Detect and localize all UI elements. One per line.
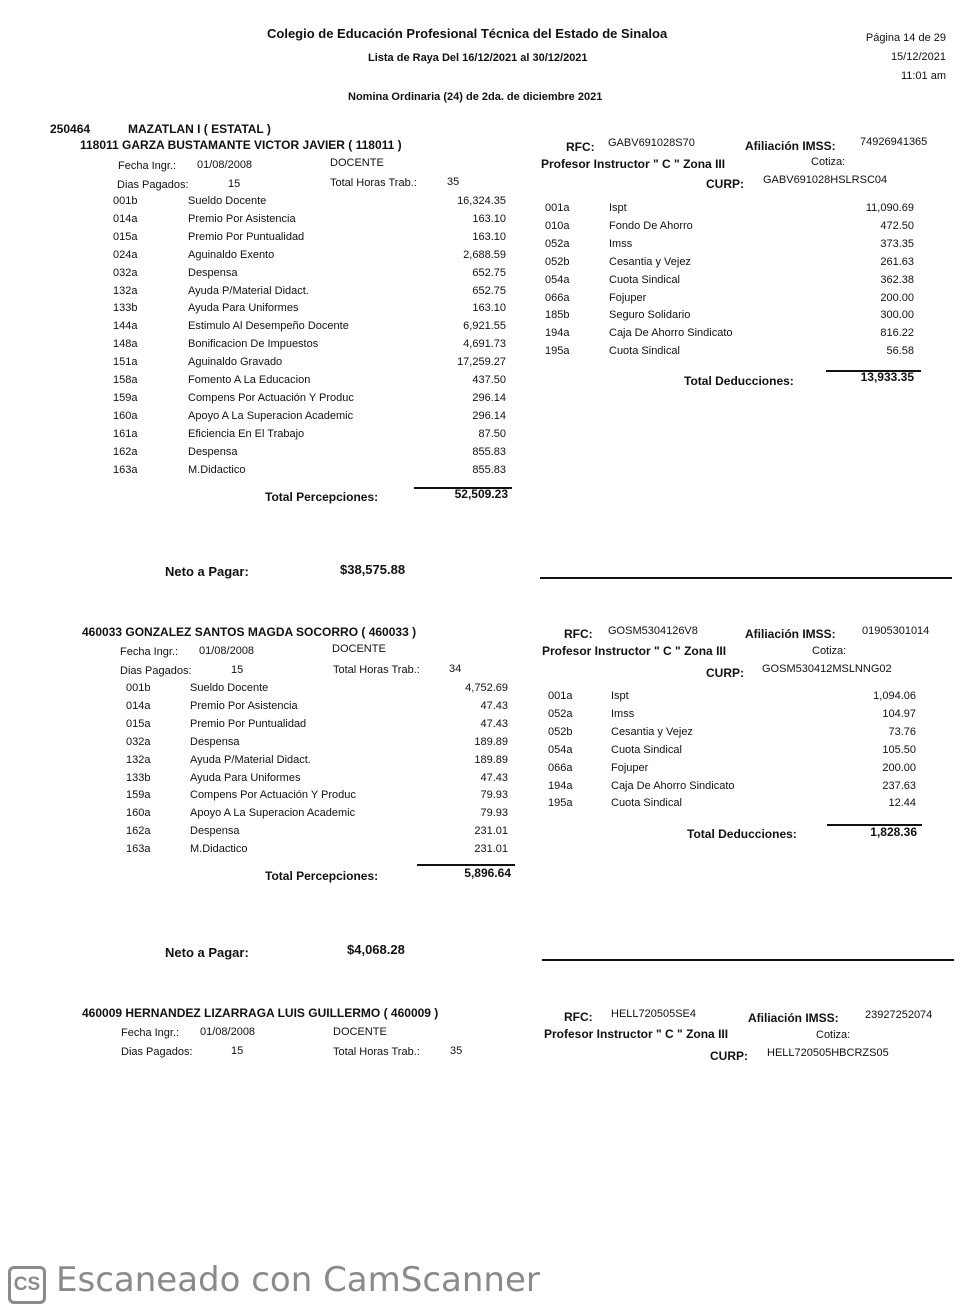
percepcion-description: M.Didactico	[188, 463, 246, 476]
neto-label: Neto a Pagar:	[165, 564, 249, 579]
percepcion-description: Despensa	[188, 266, 238, 279]
deduccion-amount: 11,090.69	[865, 202, 914, 214]
percepcion-amount: 47.43	[480, 699, 508, 712]
deduccion-row	[0, 274, 980, 288]
rfc-value: HELL720505SE4	[611, 1008, 697, 1020]
percepcion-amount: 652.75	[472, 284, 506, 297]
percepcion-code: 159a	[126, 789, 151, 802]
percepcion-description: Ayuda Para Uniformes	[190, 771, 301, 784]
employee-type: DOCENTE	[330, 157, 384, 169]
percepcion-description: Ayuda P/Material Didact.	[190, 753, 311, 766]
percepcion-row	[0, 843, 980, 857]
employee-title: 460009 HERNANDEZ LIZARRAGA LUIS GUILLERMO ( 460009 )	[82, 1006, 439, 1020]
deduccion-description: Ispt	[611, 690, 629, 702]
percepcion-description: Despensa	[190, 735, 240, 748]
deduccion-row	[0, 345, 980, 359]
report-time: 11:01 am	[900, 70, 946, 82]
deduccion-description: Caja De Ahorro Sindicato	[611, 779, 735, 792]
imss-value: 01905301014	[862, 625, 930, 637]
total-percepciones-value: 5,896.64	[464, 866, 511, 880]
percepcion-code: 160a	[113, 409, 138, 422]
percepcion-amount: 47.43	[480, 771, 508, 784]
deduccion-amount: 261.63	[880, 255, 914, 268]
deduccion-amount: 362.38	[880, 273, 914, 286]
percepcion-amount: 17,259.27	[457, 356, 506, 369]
puesto-label: Profesor Instructor " C " Zona III	[541, 157, 726, 171]
deduccion-amount: 56.58	[886, 345, 914, 358]
page-number: Página 14 de 29	[865, 32, 946, 44]
percepcion-amount: 16,324.35	[457, 195, 506, 207]
neto-value: $38,575.88	[340, 562, 406, 577]
percepcion-description: Aguinaldo Gravado	[188, 356, 283, 369]
total-horas-label: Total Horas Trab.:	[330, 177, 417, 189]
deduccion-description: Fojuper	[611, 761, 649, 774]
percepcion-code: 015a	[126, 717, 151, 730]
deduccion-row	[0, 220, 980, 234]
percepcion-description: Bonificacion De Impuestos	[188, 338, 319, 351]
total-horas-label: Total Horas Trab.:	[333, 664, 420, 676]
percepcion-description: Despensa	[188, 445, 238, 458]
employee-type: DOCENTE	[332, 643, 386, 655]
percepcion-amount: 87.50	[478, 427, 506, 440]
dias-pagados-value: 15	[231, 664, 244, 676]
total-deducciones-value: 1,828.36	[870, 825, 917, 839]
percepcion-amount: 163.10	[472, 230, 506, 243]
deduccion-description: Fondo De Ahorro	[609, 219, 693, 232]
divider	[542, 959, 954, 961]
percepcion-row	[0, 825, 980, 839]
percepcion-code: 032a	[126, 735, 151, 748]
total-deducciones-label: Total Deducciones:	[684, 374, 794, 388]
percepcion-code: 001b	[126, 682, 151, 694]
deduccion-description: Ispt	[609, 202, 627, 214]
percepcion-row	[0, 374, 980, 388]
percepcion-code: 001b	[113, 195, 138, 207]
deduccion-code: 010a	[545, 219, 570, 232]
percepcion-amount: 437.50	[472, 374, 506, 386]
percepcion-amount: 855.83	[472, 463, 506, 476]
fecha-ingr-label: Fecha Ingr.:	[120, 646, 179, 658]
percepcion-description: M.Didactico	[190, 843, 248, 856]
percepcion-code: 163a	[126, 843, 151, 856]
percepcion-code: 159a	[113, 391, 138, 404]
total-horas-value: 35	[450, 1045, 463, 1057]
percepcion-description: Ayuda Para Uniformes	[188, 302, 299, 315]
deduccion-description: Cuota Sindical	[611, 743, 682, 756]
percepcion-code: 158a	[113, 374, 138, 386]
curp-value: GOSM530412MSLNNG02	[762, 663, 892, 675]
rfc-label: RFC:	[564, 627, 593, 641]
deduccion-amount: 104.97	[882, 707, 916, 720]
percepcion-description: Premio Por Puntualidad	[188, 230, 305, 243]
percepcion-code: 151a	[113, 356, 138, 369]
deduccion-amount: 472.50	[880, 219, 914, 232]
total-percepciones-value: 52,509.23	[454, 487, 508, 501]
deduccion-amount: 237.63	[882, 779, 916, 792]
deduccion-code: 001a	[545, 202, 570, 214]
percepcion-amount: 296.14	[472, 391, 506, 404]
nomina-label: Nomina Ordinaria (24) de 2da. de diciembre 2021	[348, 91, 603, 103]
percepcion-amount: 296.14	[472, 409, 506, 422]
deduccion-description: Imss	[609, 237, 633, 250]
deduccion-row	[0, 762, 980, 776]
percepcion-row	[0, 392, 980, 406]
deduccion-amount: 816.22	[880, 327, 914, 340]
curp-label: CURP:	[710, 1049, 748, 1063]
total-percepciones-label: Total Percepciones:	[265, 869, 379, 883]
employee-title: 460033 GONZALEZ SANTOS MAGDA SOCORRO ( 460033 )	[82, 625, 417, 639]
deduccion-description: Caja De Ahorro Sindicato	[609, 327, 733, 340]
curp-label: CURP:	[706, 666, 744, 680]
deduccion-code: 052a	[548, 707, 573, 720]
curp-value: HELL720505HBCRZS05	[767, 1047, 889, 1059]
report-date: 15/12/2021	[890, 51, 946, 63]
deduccion-amount: 12.44	[888, 797, 916, 810]
deduccion-code: 066a	[548, 761, 573, 774]
deduccion-code: 195a	[545, 345, 570, 358]
deduccion-description: Cuota Sindical	[611, 797, 682, 810]
total-horas-value: 34	[449, 663, 462, 675]
cotiza-label: Cotiza:	[816, 1029, 851, 1041]
percepcion-description: Compens Por Actuación Y Produc	[190, 789, 356, 802]
percepcion-row	[0, 446, 980, 460]
deduccion-row	[0, 202, 980, 216]
curp-value: GABV691028HSLRSC04	[763, 174, 888, 186]
percepcion-code: 133b	[126, 771, 151, 784]
percepcion-description: Premio Por Asistencia	[190, 699, 298, 712]
percepcion-amount: 6,921.55	[463, 320, 506, 333]
percepcion-code: 160a	[126, 807, 151, 820]
deduccion-description: Cesantia y Vejez	[609, 255, 691, 268]
dias-pagados-label: Dias Pagados:	[120, 665, 192, 677]
percepcion-code: 132a	[113, 284, 138, 297]
deduccion-code: 185b	[545, 309, 570, 322]
percepcion-code: 162a	[126, 825, 151, 838]
deduccion-row	[0, 726, 980, 740]
imss-value: 23927252074	[865, 1009, 933, 1021]
percepcion-description: Premio Por Puntualidad	[190, 717, 307, 730]
deduccion-row	[0, 238, 980, 252]
percepcion-description: Sueldo Docente	[190, 682, 269, 694]
deduccion-amount: 73.76	[888, 725, 916, 738]
percepcion-description: Ayuda P/Material Didact.	[188, 284, 309, 297]
percepcion-row	[0, 410, 980, 424]
afiliacion-label: Afiliación IMSS:	[748, 1011, 839, 1025]
camscanner-watermark: Escaneado con CamScanner	[56, 1260, 540, 1300]
employee-title: 118011 GARZA BUSTAMANTE VICTOR JAVIER ( 118011 )	[80, 138, 402, 152]
percepcion-amount: 652.75	[472, 266, 506, 279]
percepcion-amount: 163.10	[472, 302, 506, 315]
deduccion-code: 195a	[548, 797, 573, 810]
neto-value: $4,068.28	[347, 942, 405, 957]
fecha-ingr-value: 01/08/2008	[199, 645, 255, 657]
deduccion-row	[0, 797, 980, 811]
institution-title: Colegio de Educación Profesional Técnica del Estado de Sinaloa	[267, 26, 668, 41]
camscanner-logo: CS	[8, 1266, 46, 1304]
deduccion-description: Fojuper	[609, 291, 647, 304]
percepcion-description: Eficiencia En El Trabajo	[188, 427, 305, 440]
percepcion-amount: 855.83	[472, 445, 506, 458]
total-percepciones-label: Total Percepciones:	[265, 490, 379, 504]
deduccion-code: 052b	[545, 255, 570, 268]
afiliacion-label: Afiliación IMSS:	[745, 627, 836, 641]
deduccion-amount: 373.35	[880, 237, 914, 250]
total-deducciones-value: 13,933.35	[860, 370, 914, 384]
deduccion-amount: 105.50	[882, 743, 916, 756]
percepcion-code: 015a	[113, 230, 138, 243]
deduccion-row	[0, 780, 980, 794]
deduccion-code: 052b	[548, 725, 573, 738]
percepcion-amount: 4,691.73	[463, 338, 506, 351]
cotiza-label: Cotiza:	[811, 156, 846, 168]
deduccion-row	[0, 744, 980, 758]
rfc-value: GOSM5304126V8	[608, 625, 698, 637]
percepcion-row	[0, 428, 980, 442]
deduccion-code: 054a	[545, 273, 570, 286]
percepcion-amount: 189.89	[474, 735, 508, 748]
dias-pagados-value: 15	[228, 178, 241, 190]
deduccion-code: 054a	[548, 743, 573, 756]
plantel-name: MAZATLAN I ( ESTATAL )	[128, 122, 271, 136]
dias-pagados-label: Dias Pagados:	[117, 179, 189, 191]
percepcion-description: Aguinaldo Exento	[188, 248, 275, 261]
deduccion-code: 194a	[548, 779, 573, 792]
percepcion-description: Apoyo A La Superacion Academic	[188, 409, 354, 422]
deduccion-description: Cuota Sindical	[609, 273, 680, 286]
afiliacion-label: Afiliación IMSS:	[745, 139, 836, 153]
deduccion-description: Cesantia y Vejez	[611, 725, 693, 738]
puesto-label: Profesor Instructor " C " Zona III	[544, 1027, 729, 1041]
plantel-code: 250464	[50, 122, 91, 136]
percepcion-amount: 79.93	[480, 807, 508, 820]
curp-label: CURP:	[706, 177, 744, 191]
deduccion-amount: 200.00	[880, 291, 914, 304]
deduccion-description: Seguro Solidario	[609, 309, 691, 322]
deduccion-row	[0, 292, 980, 306]
percepcion-description: Apoyo A La Superacion Academic	[190, 807, 356, 820]
dias-pagados-value: 15	[231, 1045, 244, 1057]
percepcion-amount: 231.01	[474, 825, 508, 838]
deduccion-row	[0, 309, 980, 323]
percepcion-amount: 79.93	[480, 789, 508, 802]
percepcion-description: Estimulo Al Desempeño Docente	[188, 320, 349, 333]
percepcion-description: Compens Por Actuación Y Produc	[188, 391, 354, 404]
percepcion-code: 014a	[126, 699, 151, 712]
percepcion-code: 133b	[113, 302, 138, 315]
percepcion-amount: 2,688.59	[463, 248, 506, 261]
deduccion-row	[0, 690, 980, 704]
deduccion-amount: 200.00	[882, 761, 916, 774]
deduccion-row	[0, 327, 980, 341]
deduccion-code: 052a	[545, 237, 570, 250]
deduccion-code: 066a	[545, 291, 570, 304]
fecha-ingr-label: Fecha Ingr.:	[121, 1027, 180, 1039]
percepcion-description: Sueldo Docente	[188, 195, 267, 207]
percepcion-description: Premio Por Asistencia	[188, 212, 296, 225]
percepcion-code: 024a	[113, 248, 138, 261]
percepcion-code: 148a	[113, 338, 138, 351]
rfc-label: RFC:	[564, 1010, 593, 1024]
percepcion-amount: 163.10	[472, 212, 506, 225]
percepcion-amount: 189.89	[474, 753, 508, 766]
total-horas-value: 35	[447, 176, 460, 188]
percepcion-code: 163a	[113, 463, 138, 476]
percepcion-code: 144a	[113, 320, 138, 333]
total-deducciones-label: Total Deducciones:	[687, 827, 797, 841]
period-label: Lista de Raya Del 16/12/2021 al 30/12/2021	[368, 52, 588, 64]
deduccion-description: Imss	[611, 707, 635, 720]
percepcion-description: Despensa	[190, 825, 240, 838]
divider	[540, 577, 952, 579]
percepcion-code: 032a	[113, 266, 138, 279]
percepcion-code: 162a	[113, 445, 138, 458]
rfc-label: RFC:	[566, 140, 595, 154]
percepcion-amount: 231.01	[474, 843, 508, 856]
percepcion-code: 161a	[113, 427, 138, 440]
deduccion-row	[0, 256, 980, 270]
puesto-label: Profesor Instructor " C " Zona III	[542, 644, 727, 658]
dias-pagados-label: Dias Pagados:	[121, 1046, 193, 1058]
percepcion-code: 132a	[126, 753, 151, 766]
percepcion-amount: 4,752.69	[465, 682, 508, 694]
percepcion-description: Fomento A La Educacion	[188, 374, 311, 386]
percepcion-row	[0, 464, 980, 478]
fecha-ingr-label: Fecha Ingr.:	[118, 160, 177, 172]
imss-value: 74926941365	[860, 136, 928, 148]
neto-label: Neto a Pagar:	[165, 945, 249, 960]
deduccion-code: 194a	[545, 327, 570, 340]
rfc-value: GABV691028S70	[608, 137, 695, 149]
deduccion-description: Cuota Sindical	[609, 345, 680, 358]
deduccion-row	[0, 708, 980, 722]
total-horas-label: Total Horas Trab.:	[333, 1046, 420, 1058]
percepcion-amount: 47.43	[480, 717, 508, 730]
cotiza-label: Cotiza:	[812, 645, 847, 657]
employee-type: DOCENTE	[333, 1026, 387, 1038]
fecha-ingr-value: 01/08/2008	[197, 159, 253, 171]
deduccion-code: 001a	[548, 690, 573, 702]
percepcion-code: 014a	[113, 212, 138, 225]
fecha-ingr-value: 01/08/2008	[200, 1026, 256, 1038]
deduccion-amount: 1,094.06	[873, 690, 916, 702]
deduccion-amount: 300.00	[880, 309, 914, 322]
